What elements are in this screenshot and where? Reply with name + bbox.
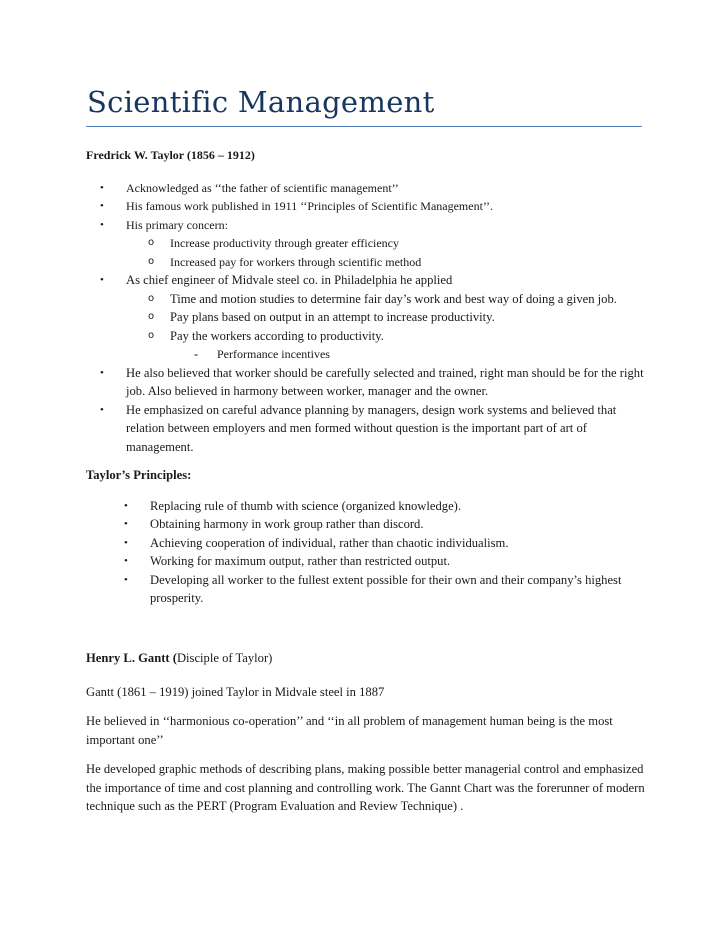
bullet-marker: •	[124, 536, 128, 549]
circle-marker: o	[148, 292, 155, 304]
circle-marker: o	[148, 255, 155, 267]
sub-list-item	[86, 327, 646, 346]
list-item-text: He also believed that worker should be carefully selected and trained, right man should be for the right job. Also believed in harmony between worker, manager and the owner.	[126, 365, 644, 398]
gantt-paragraph-2	[86, 712, 646, 749]
sub-list-item	[86, 290, 646, 309]
list-item-text: Time and motion studies to determine fair day’s work and best way of doing a given job.	[170, 291, 617, 306]
taylor-heading: Fredrick W. Taylor (1856 – 1912)	[86, 148, 255, 162]
paragraph: Gantt (1861 – 1919) joined Taylor in Midvale steel in 1887	[86, 685, 385, 699]
list-item	[86, 179, 646, 198]
bullet-marker: •	[124, 499, 128, 512]
list-item-text: His famous work published in 1911 ‘‘Principles of Scientific Management’’.	[126, 199, 494, 213]
paragraph: He developed graphic methods of describing plans, making possible better managerial control and emphasized the importance of time and cost planning and controlling work. The Gannt Chart was the forerunner of modern technique such as the PERT (Program Evaluation and Review Technique) .	[86, 762, 645, 813]
list-item-text: Replacing rule of thumb with science (organized knowledge).	[150, 498, 462, 513]
taylor-section	[86, 146, 646, 456]
list-item-text: Increased pay for workers through scientific method	[170, 254, 422, 269]
list-item	[86, 401, 646, 457]
list-item-text: As chief engineer of Midvale steel co. in Philadelphia he applied	[126, 273, 453, 287]
list-item-text: Achieving cooperation of individual, rather than chaotic individualism.	[150, 535, 509, 550]
gantt-section	[86, 649, 646, 668]
bullet-marker: •	[100, 200, 104, 212]
list-item	[86, 197, 646, 216]
list-item	[86, 271, 646, 290]
list-item-text: Developing all worker to the fullest extent possible for their own and their company’s highest prosperity.	[150, 572, 622, 605]
bullet-marker: •	[100, 366, 104, 379]
list-item	[86, 552, 646, 571]
page-title: Scientific Management	[87, 85, 435, 119]
list-item-text: His primary concern:	[126, 217, 228, 232]
list-item-text: Obtaining harmony in work group rather than discord.	[150, 517, 424, 531]
principles-list	[86, 497, 646, 608]
list-item	[86, 515, 646, 534]
gantt-paragraph-3	[86, 760, 646, 816]
paragraph: He believed in ‘‘harmonious co-operation’’ and ‘‘in all problem of management human being is the most important one’’	[86, 714, 613, 747]
list-item	[86, 571, 646, 608]
bullet-marker: •	[124, 573, 128, 586]
circle-marker: o	[148, 311, 155, 322]
bullet-marker: •	[100, 274, 104, 286]
sub-sub-list-item	[86, 345, 646, 364]
sub-list-item	[86, 253, 646, 272]
circle-marker: o	[148, 237, 155, 248]
list-item-text: He emphasized on careful advance planning by managers, design work systems and believed that relation between employers and men formed without question is the important part of art of management.	[126, 402, 617, 454]
title-divider	[86, 126, 642, 127]
bullet-marker: •	[124, 555, 128, 567]
sub-list-item	[86, 234, 646, 253]
list-item	[86, 497, 646, 516]
list-item	[86, 364, 646, 401]
list-item-text: Pay the workers according to productivity.	[170, 328, 384, 343]
bullet-marker: •	[100, 218, 104, 231]
gantt-heading	[86, 649, 646, 668]
list-item-text: Increase productivity through greater efficiency	[170, 236, 400, 250]
list-item-text: Working for maximum output, rather than restricted output.	[150, 554, 451, 568]
list-item-text: Pay plans based on output in an attempt to increase productivity.	[170, 310, 495, 324]
gantt-heading-rest: Disciple of Taylor)	[176, 651, 273, 665]
principles-section	[86, 466, 646, 608]
principles-heading: Taylor’s Principles:	[86, 468, 192, 482]
list-item-text: Acknowledged as ‘‘the father of scientific management’’	[126, 180, 399, 195]
taylor-list	[86, 179, 646, 457]
gantt-heading-name: Henry L. Gantt (	[86, 651, 177, 665]
sub-list-item	[86, 308, 646, 327]
list-item-text: Performance incentives	[217, 347, 330, 361]
bullet-marker: •	[124, 518, 128, 530]
bullet-marker: •	[100, 181, 104, 194]
list-item	[86, 216, 646, 235]
circle-marker: o	[148, 329, 155, 341]
gantt-paragraph-1	[86, 683, 646, 702]
list-item	[86, 534, 646, 553]
bullet-marker: •	[100, 403, 104, 416]
dash-marker: -	[194, 347, 199, 361]
